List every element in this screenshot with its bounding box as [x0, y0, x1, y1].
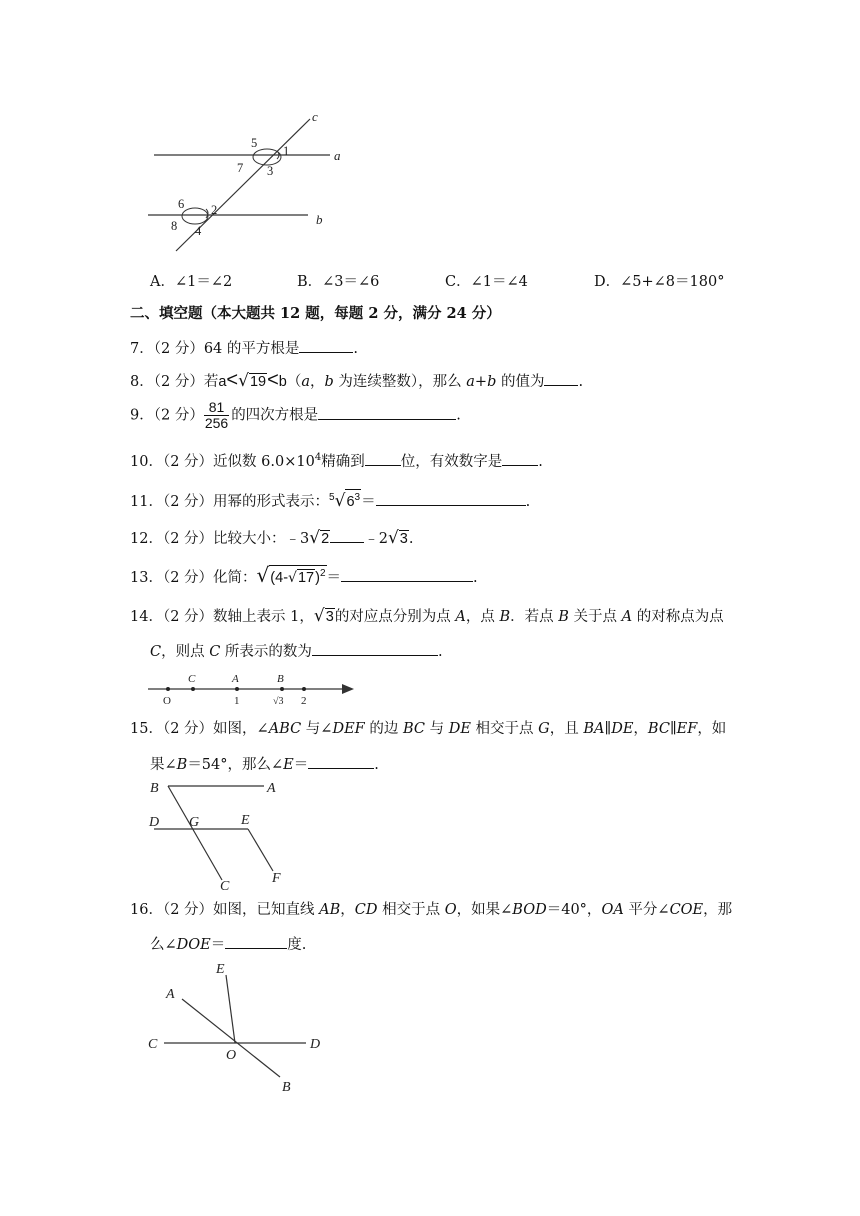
section-title: 二、填空题（本大题共 12 题，每题 2 分，满分 24 分）: [130, 305, 501, 322]
label-a: a: [334, 148, 341, 163]
radical-sign: √: [238, 371, 249, 391]
q14-point-a2: A: [621, 609, 633, 625]
q8-radicand: 19: [249, 374, 267, 390]
question-8: [130, 370, 583, 392]
angle-8: 8: [171, 219, 178, 233]
q16-ab: AB: [319, 902, 341, 918]
q15-figure: [140, 774, 310, 898]
label-c: C: [148, 1037, 158, 1052]
q14-s2: ．若点: [510, 609, 559, 625]
q16-s6: ，那: [703, 902, 733, 918]
q10-pre: 近似数 6.0×10: [213, 453, 315, 470]
angle-2: 2: [211, 203, 218, 217]
q16-s1: ，: [340, 902, 355, 918]
q12-end: .: [408, 531, 414, 547]
q14-line2-mid: ，则点: [161, 644, 210, 660]
q8-post3: 的值为: [496, 374, 545, 390]
q13-eq: ＝: [326, 570, 341, 586]
q16-number: 16．: [130, 902, 163, 918]
q10-exponent: 4: [314, 452, 322, 463]
label-b: B: [150, 781, 159, 796]
q11-exp: 3: [354, 492, 361, 503]
q15-s5: ，且: [549, 721, 584, 737]
axis-label-c: C: [188, 673, 196, 685]
q15-par1: ∥: [604, 721, 612, 737]
angle-1: 1: [283, 144, 290, 158]
number-line-diagram: [144, 672, 364, 708]
q15-b: B: [176, 757, 188, 773]
axis-label-a: A: [232, 673, 239, 685]
q9-denominator: 256: [204, 415, 229, 431]
q16-o: O: [444, 902, 457, 918]
q11-root-index: 5: [329, 492, 335, 503]
q16-doe: DOE: [176, 937, 211, 953]
label-b: B: [282, 1080, 291, 1095]
angle-6: 6: [178, 197, 185, 211]
q14-number: 14．: [130, 609, 163, 625]
q15-s1: 与∠: [301, 721, 333, 737]
q9-text: 的四次方根是: [231, 407, 319, 424]
q16-oa: OA: [601, 902, 624, 918]
axis-label-1: 1: [234, 695, 240, 707]
q11-base: 6: [346, 493, 355, 510]
q15-s2: 的边: [364, 721, 403, 737]
q14-point-a: A: [455, 609, 466, 625]
q8-comma: ，: [310, 374, 325, 390]
q10-blank-1[interactable]: [365, 451, 401, 466]
q9-score: （2 分）: [153, 407, 204, 424]
q8-score: （2 分）: [153, 374, 204, 390]
question-13: [130, 565, 478, 588]
q16-cd: CD: [354, 902, 378, 918]
q14-pre: 数轴上表示 1，: [213, 609, 314, 625]
question-14-cont: [150, 641, 443, 662]
label-d: D: [310, 1037, 321, 1052]
q16-end: 度.: [287, 937, 307, 953]
q16-pre: 如图，已知直线: [213, 902, 320, 918]
intersecting-lines-diagram: [140, 955, 340, 1097]
radical-sign: √: [256, 563, 270, 587]
q15-bc2: BC: [647, 721, 670, 737]
q13-number: 13．: [130, 570, 163, 586]
q6-figure: [140, 105, 360, 265]
q16-s3: ，如果∠: [456, 902, 513, 918]
radical-sign: √: [309, 528, 321, 548]
axis-label-sqrt3: √3: [273, 696, 284, 707]
question-14: [130, 606, 724, 627]
q13-inner: (4-: [270, 570, 289, 586]
q13-pre: 化简：: [213, 570, 257, 586]
q15-line2-pre: 果∠: [150, 757, 177, 773]
q13-answer-blank[interactable]: [341, 567, 473, 582]
q11-score: （2 分）: [162, 493, 214, 510]
q16-answer-blank[interactable]: [225, 934, 287, 949]
q16-bod: BOD: [512, 902, 547, 918]
question-12: [130, 528, 413, 549]
q8-end: .: [578, 374, 584, 390]
q13-close: ): [315, 570, 320, 586]
q11-eq: ＝: [361, 493, 376, 510]
q15-e: E: [283, 757, 294, 773]
q8-sum-a: a: [466, 374, 475, 390]
q13-inner-radicand: 17: [297, 570, 315, 586]
option-b: B．∠3＝∠6: [297, 274, 380, 290]
q16-eq: ＝: [210, 937, 226, 953]
q16-score: （2 分）: [162, 902, 214, 918]
q7-number: 7．: [130, 341, 154, 357]
label-f: F: [272, 871, 281, 886]
q13-exp: 2: [319, 568, 326, 580]
q16-line2-pre: 么∠: [150, 937, 177, 953]
q14-s4: 的对称点为点: [632, 609, 724, 625]
question-16-cont: [150, 934, 306, 955]
option-d: D．∠5+∠8＝180°: [594, 274, 725, 290]
q8-pre: 若: [203, 374, 219, 390]
q7-end: .: [353, 341, 358, 357]
q15-bc: BC: [402, 721, 425, 737]
q14-point-c2: C: [209, 644, 221, 660]
q9-numerator: 81: [204, 400, 229, 416]
q7-answer-blank[interactable]: [299, 338, 353, 353]
q15-de2: DE: [611, 721, 634, 737]
angle-3: 3: [267, 164, 274, 178]
q16-s4: ＝40°，: [546, 902, 602, 918]
q8-sum-b: b: [487, 374, 497, 390]
q15-ef: EF: [676, 721, 698, 737]
radical-sign: √: [288, 570, 297, 586]
parallel-lines-diagram: [140, 105, 360, 265]
q14-point-b: B: [499, 609, 511, 625]
question-16: [130, 900, 732, 920]
label-g: G: [189, 815, 200, 830]
question-15-cont: [150, 754, 379, 775]
question-7: [130, 338, 358, 359]
label-b: b: [316, 212, 323, 227]
q8-a: a: [218, 374, 227, 390]
q10-end: .: [538, 453, 543, 470]
axis-label-2: 2: [301, 695, 307, 707]
q12-score: （2 分）: [162, 531, 214, 547]
q8-post1: （: [286, 374, 302, 390]
q15-s4: 相交于点: [470, 721, 539, 737]
q8-plus: +: [474, 374, 488, 390]
q15-s3: 与: [425, 721, 449, 737]
q14-point-c: C: [150, 644, 162, 660]
q16-figure: [140, 955, 340, 1097]
q14-line2-post: 所表示的数为: [220, 644, 312, 660]
q8-ib: b: [324, 374, 334, 390]
q8-number: 8．: [130, 374, 154, 390]
q15-def: DEF: [332, 721, 365, 737]
q14-end: .: [437, 644, 443, 660]
q8-b: b: [278, 374, 287, 390]
q16-coe: COE: [669, 902, 704, 918]
q15-par2: ∥: [669, 721, 677, 737]
radical-sign: √: [313, 606, 325, 626]
label-a: A: [166, 987, 175, 1002]
q12-answer-blank[interactable]: [330, 528, 364, 543]
q14-s3: 关于点: [568, 609, 622, 625]
q8-lt1: <: [226, 369, 239, 391]
label-c: C: [220, 879, 230, 894]
option-c: C．∠1＝∠4: [445, 274, 528, 290]
q10-mid2: 位，有效数字是: [400, 453, 503, 470]
q15-eq: ＝: [293, 757, 309, 773]
q14-post: 的对应点分别为点: [334, 609, 456, 625]
q11-number: 11．: [130, 493, 163, 510]
q14-number-line: [144, 672, 364, 708]
question-15: [130, 719, 726, 739]
q11-radicand: [345, 489, 361, 510]
axis-label-o: O: [163, 695, 171, 707]
q12-number: 12．: [130, 531, 163, 547]
label-e: E: [216, 962, 225, 977]
question-11: [130, 488, 530, 512]
q15-s7: ，如: [697, 721, 727, 737]
option-a: A．∠1＝∠2: [150, 274, 233, 290]
q14-sep: ，点: [465, 609, 500, 625]
angles-diagram: [140, 774, 310, 898]
q9-answer-blank[interactable]: [318, 405, 456, 420]
q15-line2-mid: ＝54°，那么∠: [187, 757, 284, 773]
q12-radicand-2: 3: [399, 531, 408, 547]
q13-radicand: [269, 565, 326, 586]
q15-pre: 如图，∠: [213, 721, 269, 737]
q14-radicand: 3: [325, 609, 334, 625]
q14-point-b2: B: [558, 609, 569, 625]
q15-end: .: [374, 757, 379, 773]
q7-text: 64 的平方根是: [203, 341, 300, 357]
q9-fraction: [204, 400, 229, 431]
radical-sign: √: [387, 528, 399, 548]
q12-radicand-1: 2: [321, 531, 330, 547]
q15-ba: BA: [583, 721, 605, 737]
question-10: [130, 448, 543, 472]
label-c: c: [312, 109, 318, 124]
q12-mid: ﹣2: [364, 531, 388, 547]
angle-4: 4: [195, 224, 202, 238]
q10-score: （2 分）: [162, 453, 214, 470]
q11-pre: 用幂的形式表示：: [213, 493, 330, 510]
label-d: D: [149, 815, 160, 830]
q7-score: （2 分）: [153, 341, 204, 357]
q15-number: 15．: [130, 721, 163, 737]
q15-s6: ，: [633, 721, 648, 737]
label-e: E: [241, 813, 250, 828]
q11-end: .: [525, 493, 531, 510]
q10-number: 10．: [130, 453, 163, 470]
q15-answer-blank[interactable]: [308, 754, 374, 769]
q14-answer-blank[interactable]: [312, 641, 438, 656]
question-9: [130, 400, 461, 431]
q15-de: DE: [448, 721, 471, 737]
q14-score: （2 分）: [162, 609, 214, 625]
q10-mid: 精确到: [321, 453, 365, 470]
q8-lt2: <: [267, 369, 279, 391]
angle-5: 5: [251, 136, 258, 150]
q9-end: .: [456, 407, 461, 424]
label-a: A: [267, 781, 276, 796]
q15-abc: ABC: [268, 721, 302, 737]
q15-g: G: [538, 721, 550, 737]
q12-pre: 比较大小：﹣3: [213, 531, 310, 547]
q16-s5: 平分∠: [623, 902, 670, 918]
q8-post2: 为连续整数），那么: [333, 374, 467, 390]
q10-blank-2[interactable]: [502, 451, 538, 466]
q13-end: .: [473, 570, 478, 586]
q13-score: （2 分）: [162, 570, 214, 586]
q15-score: （2 分）: [162, 721, 214, 737]
q9-number: 9．: [130, 407, 154, 424]
q11-answer-blank[interactable]: [376, 491, 526, 506]
radical-sign: √: [334, 490, 346, 511]
axis-label-b: B: [277, 673, 284, 685]
q8-answer-blank[interactable]: [544, 371, 578, 386]
angle-7: 7: [237, 161, 244, 175]
label-o: O: [226, 1048, 237, 1063]
q16-s2: 相交于点: [377, 902, 445, 918]
q8-ia: a: [301, 374, 310, 390]
